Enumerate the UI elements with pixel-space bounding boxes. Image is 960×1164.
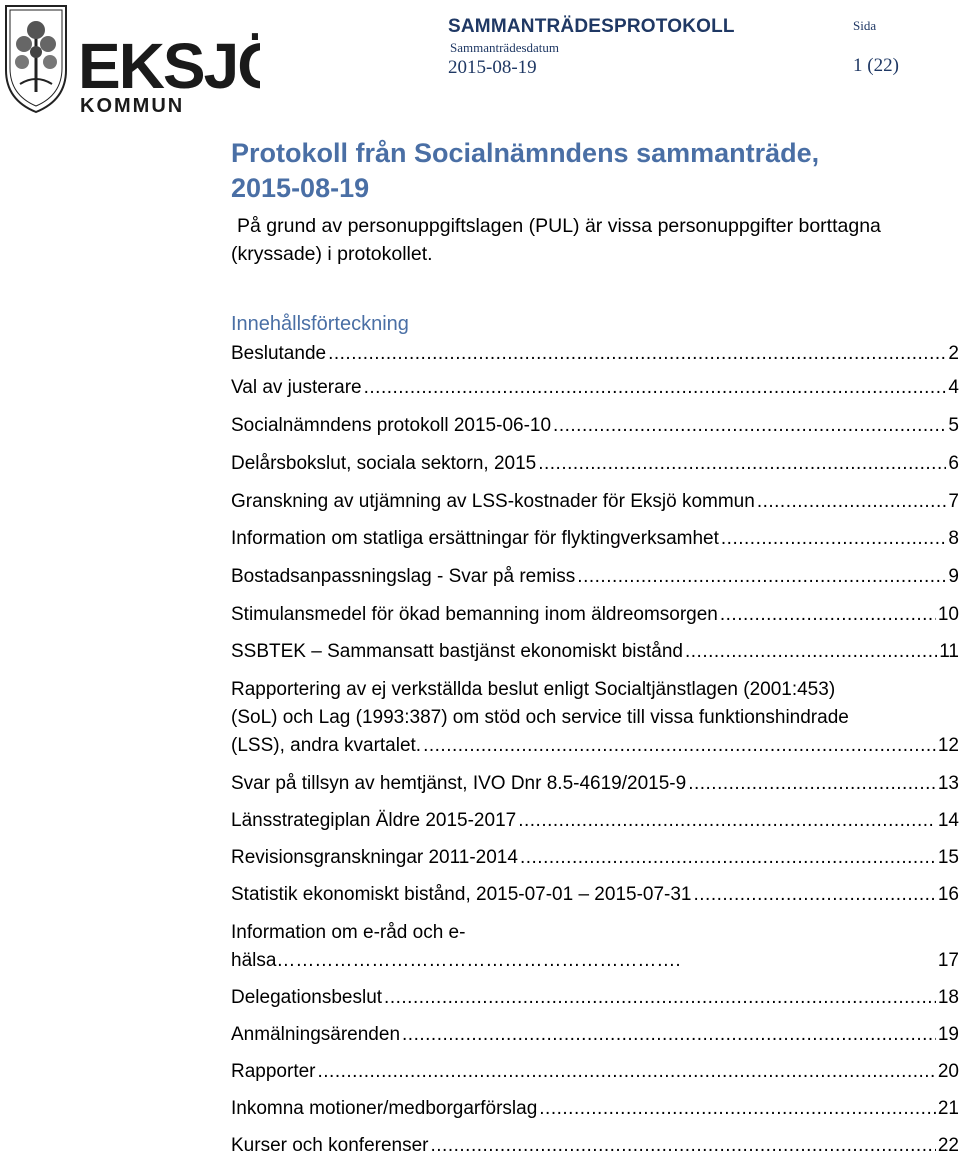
toc-item[interactable]: Val av justerare ..... 4 <box>231 374 959 402</box>
document-type: SAMMANTRÄDESPROTOKOLL <box>448 16 735 37</box>
title-line-2: 2015-08-19 <box>231 173 370 203</box>
pul-note <box>231 212 951 268</box>
eksjo-kommun-logo <box>0 0 260 118</box>
toc-item[interactable]: Anmälningsärenden ..... 19 <box>231 1021 959 1049</box>
toc-item[interactable]: Rapportering av ej verkställda beslut enligt Socialtjänstlagen (2001:453) (SoL) och Lag (1993:387) om stöd och service till vissa funktionshindrade (LSS), andra kvartalet. ..... 12 <box>231 676 959 760</box>
svg-text:EKSJÖ: EKSJ <box>78 30 238 102</box>
toc-item[interactable]: Revisionsgranskningar 2011-2014 ..... 15 <box>231 844 959 872</box>
svg-text:KOMMUN: KOMMUN <box>80 95 185 117</box>
toc-item[interactable]: SSBTEK – Sammansatt bastjänst ekonomiskt bistånd ..... 11 <box>231 638 959 666</box>
page-number: 1 (22) <box>853 55 899 76</box>
table-of-contents <box>231 340 959 1160</box>
note-line-2: (kryssade) i protokollet. <box>231 243 433 265</box>
toc-item[interactable]: Information om e-råd och e- hälsa………………………………………………………. 17 <box>231 922 959 971</box>
toc-item[interactable]: Granskning av utjämning av LSS-kostnader för Eksjö kommun ..... 7 <box>231 488 959 516</box>
toc-item[interactable]: Bostadsanpassningslag - Svar på remiss ..... 9 <box>231 563 959 591</box>
toc-item[interactable]: Länsstrategiplan Äldre 2015-2017 ..... 14 <box>231 807 959 835</box>
toc-item[interactable]: Socialnämndens protokoll 2015-06-10 ..... 5 <box>231 412 959 440</box>
toc-item[interactable]: Statistik ekonomiskt bistånd, 2015-07-01 – 2015-07-31 ..... 16 <box>231 881 959 909</box>
toc-item[interactable]: Kurser och konferenser ..... 22 <box>231 1132 959 1160</box>
meeting-date: 2015-08-19 <box>448 57 537 78</box>
toc-item[interactable]: Inkomna motioner/medborgarförslag ..... 21 <box>231 1095 959 1123</box>
toc-item[interactable]: Rapporter ..... 20 <box>231 1058 959 1086</box>
toc-item[interactable]: Stimulansmedel för ökad bemanning inom äldreomsorgen ..... 10 <box>231 601 959 629</box>
toc-item[interactable]: Delegationsbeslut ..... 18 <box>231 984 959 1012</box>
title-line-1: Protokoll från Socialnämndens sammanträde, <box>231 138 820 168</box>
document-title <box>231 136 931 206</box>
toc-item[interactable]: Information om statliga ersättningar för flyktingverksamhet ..... 8 <box>231 525 959 553</box>
toc-item[interactable]: Svar på tillsyn av hemtjänst, IVO Dnr 8.5-4619/2015-9 ..... 13 <box>231 770 959 798</box>
toc-heading: Innehållsförteckning <box>231 313 409 335</box>
meeting-date-label: Sammanträdesdatum <box>450 40 560 55</box>
page-label: Sida <box>853 18 877 33</box>
toc-item[interactable]: Beslutande ..... 2 <box>231 340 959 368</box>
note-line-1: På grund av personuppgiftslagen (PUL) är vissa personuppgifter borttagna <box>237 215 881 237</box>
toc-item[interactable]: Delårsbokslut, sociala sektorn, 2015 ..... 6 <box>231 450 959 478</box>
